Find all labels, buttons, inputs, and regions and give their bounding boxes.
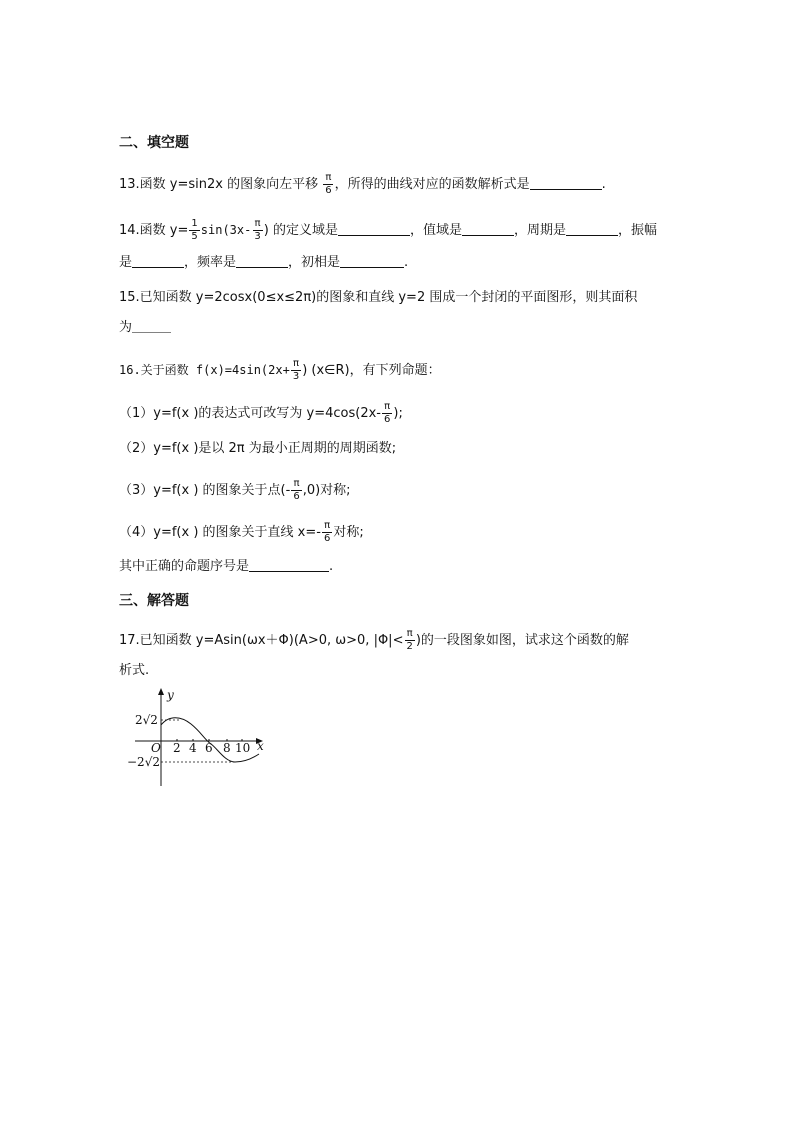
x-tick-label: 2 (173, 741, 181, 755)
q16-item-4 (119, 520, 364, 545)
x-tick-label: 10 (235, 741, 251, 755)
frac-den: 6 (325, 185, 332, 196)
section-heading-fill-in: 二、填空题 (119, 135, 189, 151)
q14-line2-a: 是 (119, 255, 133, 270)
q16-conclusion-text: 其中正确的命题序号是 (119, 559, 250, 574)
q13-text-b: ，所得的曲线对应的函数解析式是 (334, 177, 530, 192)
frac-num: π (325, 172, 332, 183)
q16-text-b: ) (x∈R)，有下列命题： (302, 363, 441, 378)
q16-answer-blank[interactable] (249, 558, 329, 572)
q14-text-b: sin(3x- (200, 223, 252, 237)
origin-label: O (151, 741, 161, 755)
q17-fraction (404, 628, 414, 653)
q14-end: . (404, 255, 409, 270)
question-15-line2: 为＿＿＿ (119, 320, 172, 335)
frac-num: 1 (191, 218, 198, 229)
frac-num: π (254, 218, 261, 229)
q16-item-1 (119, 401, 403, 426)
q16-item-4-fraction (322, 520, 332, 545)
q16-item-1-text-b: ); (393, 406, 403, 421)
frac-den: 6 (323, 533, 331, 544)
q16-item-3-fraction (291, 478, 301, 503)
q16-item-1-fraction (382, 401, 392, 426)
q16-text-a: 16.关于函数 f(x)=4sin(2x+ (119, 363, 290, 377)
q14-text-f: ，振幅 (617, 223, 657, 238)
frac-num: π (293, 478, 300, 489)
q17-text-b: )的一段图象如图，试求这个函数的解 (415, 633, 629, 648)
frac-den: 6 (384, 414, 391, 425)
q13-end: . (601, 177, 606, 192)
frac-den: 2 (406, 641, 413, 652)
y-min-label: −2√2 (127, 755, 160, 769)
frac-num: π (324, 520, 331, 531)
q14-fraction (252, 218, 262, 243)
q14-range-blank[interactable] (462, 222, 514, 236)
q13-fraction (323, 172, 333, 197)
q14-coef-fraction (189, 218, 199, 243)
q14-text-e: ，周期是 (513, 223, 566, 238)
q16-item-3-text-a: （3）y=f(x ) 的图象关于点(- (119, 483, 291, 498)
q17-text-a: 17.已知函数 y=Asin(ωx＋Φ)(A>0, ω>0, |Φ|< (119, 633, 404, 648)
q14-line2-c: ，初相是 (288, 255, 341, 270)
q14-text-c: ) 的定义域是 (263, 223, 338, 238)
frac-num: π (293, 358, 300, 369)
q14-period-blank[interactable] (566, 222, 618, 236)
q13-text-a: 13.函数 y=sin2x 的图象向左平移 (119, 177, 323, 192)
y-axis-arrow (158, 688, 164, 695)
sine-graph (125, 686, 275, 790)
q14-frequency-blank[interactable] (236, 254, 288, 268)
q16-fraction (291, 358, 301, 383)
y-max-label: 2√2 (135, 713, 158, 727)
q13-answer-blank[interactable] (530, 176, 602, 190)
x-tick-label: 4 (189, 741, 197, 755)
section-heading-solve: 三、解答题 (119, 593, 189, 609)
q14-text-d: ，值域是 (409, 223, 462, 238)
q16-item-1-text-a: （1）y=f(x )的表达式可改写为 y=4cos(2x- (119, 406, 381, 421)
question-14-line1 (119, 218, 657, 243)
frac-den: 3 (292, 371, 300, 382)
x-tick-label: 6 (205, 741, 213, 755)
q16-item-3 (119, 478, 351, 503)
frac-den: 5 (191, 231, 198, 242)
frac-num: π (384, 401, 391, 412)
q16-item-2 (119, 440, 396, 458)
q14-phase-blank[interactable] (340, 254, 404, 268)
question-16 (119, 358, 441, 383)
question-17-line2: 析式. (119, 663, 150, 678)
q14-amplitude-blank[interactable] (132, 254, 184, 268)
y-axis-label: y (167, 688, 174, 702)
frac-den: 3 (254, 231, 261, 242)
q16-end: . (329, 559, 334, 574)
q14-text-a: 14.函数 y= (119, 223, 189, 238)
frac-den: 6 (293, 491, 300, 502)
question-14-line2 (119, 254, 408, 272)
q16-conclusion (119, 558, 333, 576)
sine-curve (161, 718, 259, 762)
q14-line2-b: ，频率是 (184, 255, 237, 270)
x-axis-label: x (257, 739, 264, 753)
question-15-line1: 15.已知函数 y=2cosx(0≤x≤2π)的图象和直线 y=2 围成一个封闭的平面图形，则其面积 (119, 290, 638, 305)
q16-item-4-text-a: （4）y=f(x ) 的图象关于直线 x=- (119, 525, 321, 540)
frac-num: π (406, 628, 413, 639)
q16-item-4-text-b: 对称; (333, 525, 364, 540)
q16-item-3-text-b: ,0)对称; (302, 483, 351, 498)
q14-domain-blank[interactable] (338, 222, 410, 236)
q16-item-2-text: （2）y=f(x )是以 2π 为最小正周期的周期函数; (119, 441, 397, 456)
question-17-line1 (119, 628, 629, 653)
question-13 (119, 172, 606, 197)
x-tick-label: 8 (223, 741, 231, 755)
